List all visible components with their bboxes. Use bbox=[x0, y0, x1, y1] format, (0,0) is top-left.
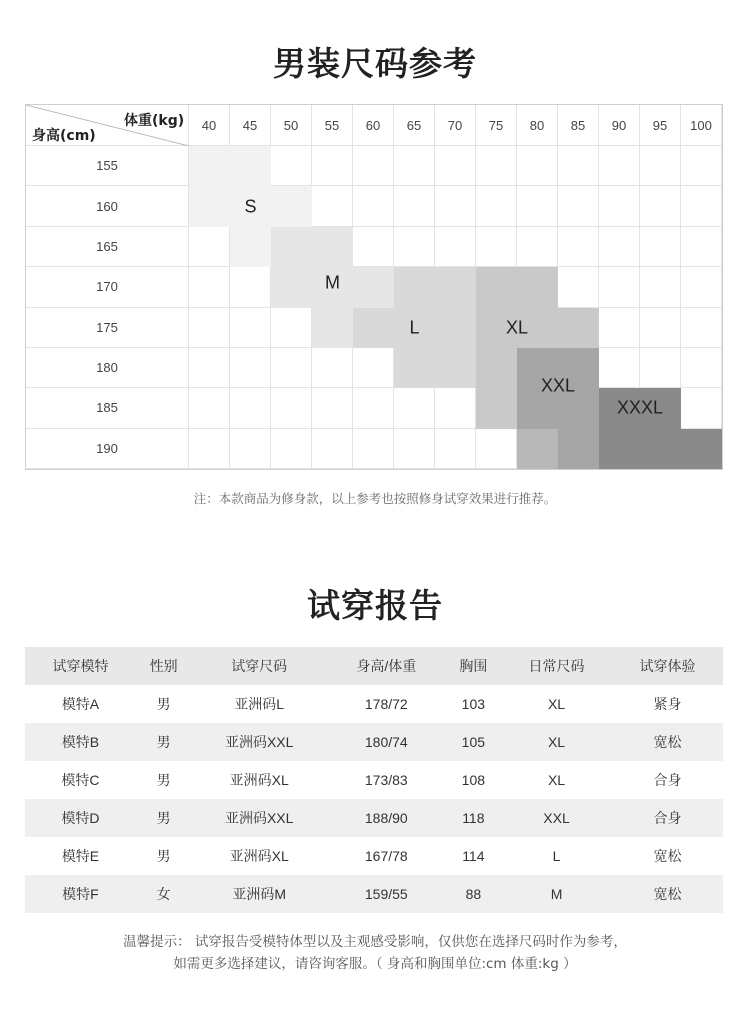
table-row bbox=[25, 799, 723, 837]
size-cell bbox=[681, 308, 722, 348]
table-cell: 180/74 bbox=[364, 734, 408, 750]
size-cell bbox=[271, 146, 312, 186]
weight-header-cell: 85 bbox=[558, 105, 599, 146]
size-cell bbox=[312, 429, 353, 469]
weight-header-cell: 55 bbox=[312, 105, 353, 146]
size-cell bbox=[681, 388, 722, 428]
table-cell: 173/83 bbox=[364, 772, 408, 788]
size-cell bbox=[558, 227, 599, 267]
size-cell bbox=[230, 146, 271, 186]
size-cell bbox=[640, 227, 681, 267]
report-title: 试穿报告 bbox=[307, 586, 443, 625]
report-footnote-line2: 如需更多选择建议，请咨询客服。（ 身高和胸围单位:cm 体重:kg ） bbox=[173, 956, 577, 972]
size-cell bbox=[189, 186, 230, 226]
size-cell bbox=[681, 429, 722, 469]
size-cell bbox=[189, 429, 230, 469]
size-cell bbox=[476, 227, 517, 267]
size-cell bbox=[394, 267, 435, 307]
size-chart-title: 男装尺码参考 bbox=[273, 44, 477, 83]
size-cell bbox=[640, 308, 681, 348]
size-cell bbox=[558, 308, 599, 348]
size-cell bbox=[681, 348, 722, 388]
table-cell: 模特E bbox=[61, 848, 100, 864]
size-cell bbox=[394, 429, 435, 469]
table-cell: 167/78 bbox=[364, 848, 408, 864]
table-cell: 188/90 bbox=[364, 810, 408, 826]
size-cell bbox=[435, 267, 476, 307]
weight-header-cell: 90 bbox=[599, 105, 640, 146]
size-chart-note: 注：本款商品为修身款，以上参考也按照修身试穿效果进行推荐。 bbox=[193, 491, 557, 506]
size-cell bbox=[435, 388, 476, 428]
size-cell bbox=[435, 146, 476, 186]
size-cell bbox=[189, 146, 230, 186]
table-row bbox=[25, 875, 723, 913]
size-cell bbox=[353, 186, 394, 226]
size-cell bbox=[435, 429, 476, 469]
size-cell bbox=[353, 146, 394, 186]
size-cell bbox=[640, 146, 681, 186]
table-cell: 男 bbox=[156, 810, 171, 826]
table-row bbox=[25, 723, 723, 761]
size-cell bbox=[312, 308, 353, 348]
table-cell: XL bbox=[547, 772, 566, 788]
size-cell bbox=[476, 388, 517, 428]
size-cell bbox=[517, 146, 558, 186]
table-cell: 男 bbox=[156, 772, 171, 788]
size-cell bbox=[271, 388, 312, 428]
report-footnote bbox=[0, 931, 750, 975]
size-cell bbox=[230, 227, 271, 267]
table-cell: 男 bbox=[156, 734, 171, 750]
weight-header-cell: 40 bbox=[189, 105, 230, 146]
size-zone-label: L bbox=[409, 317, 420, 338]
weight-header-cell: 80 bbox=[517, 105, 558, 146]
size-zone-label: XXXL bbox=[616, 397, 664, 418]
weight-header-cell: 100 bbox=[681, 105, 722, 146]
size-cell bbox=[435, 186, 476, 226]
table-cell: 亚洲码L bbox=[234, 696, 285, 712]
size-cell bbox=[189, 227, 230, 267]
size-cell bbox=[681, 146, 722, 186]
table-cell: 男 bbox=[156, 696, 171, 712]
table-cell: L bbox=[552, 848, 561, 864]
table-cell: 103 bbox=[461, 696, 486, 712]
report-header-cell: 试穿体验 bbox=[639, 658, 696, 674]
table-cell: 宽松 bbox=[653, 848, 682, 864]
report-header-cell: 试穿模特 bbox=[52, 658, 109, 674]
height-header-cell: 160 bbox=[26, 186, 189, 226]
size-cell bbox=[394, 227, 435, 267]
size-cell bbox=[271, 429, 312, 469]
weight-header-cell: 75 bbox=[476, 105, 517, 146]
table-cell: 模特B bbox=[61, 734, 100, 750]
size-cell bbox=[353, 348, 394, 388]
table-cell: 108 bbox=[461, 772, 486, 788]
size-cell bbox=[599, 146, 640, 186]
size-cell bbox=[230, 388, 271, 428]
report-header-cell: 性别 bbox=[149, 658, 178, 674]
size-zone-label: XL bbox=[505, 317, 529, 338]
height-axis-label: 身高(cm) bbox=[32, 128, 96, 144]
table-cell: 118 bbox=[462, 810, 485, 826]
size-cell bbox=[599, 429, 640, 469]
size-cell bbox=[476, 429, 517, 469]
size-cell bbox=[681, 186, 722, 226]
size-cell bbox=[353, 267, 394, 307]
size-cell bbox=[189, 308, 230, 348]
table-cell: 合身 bbox=[653, 772, 682, 788]
size-zone-label: S bbox=[244, 196, 257, 217]
report-header-cell: 身高/体重 bbox=[356, 658, 417, 674]
size-cell bbox=[640, 267, 681, 307]
table-cell: 亚洲码XXL bbox=[224, 734, 294, 750]
table-cell: 亚洲码XL bbox=[229, 772, 289, 788]
table-cell: 105 bbox=[461, 734, 486, 750]
size-cell bbox=[435, 308, 476, 348]
size-cell bbox=[271, 267, 312, 307]
size-cell bbox=[435, 227, 476, 267]
weight-header-cell: 65 bbox=[394, 105, 435, 146]
size-cell bbox=[353, 429, 394, 469]
report-header-cell: 试穿尺码 bbox=[231, 658, 288, 674]
table-cell: 紧身 bbox=[653, 696, 682, 712]
size-cell bbox=[271, 186, 312, 226]
table-cell: 男 bbox=[156, 848, 171, 864]
size-cell bbox=[230, 267, 271, 307]
size-cell bbox=[640, 429, 681, 469]
size-zone-label: XXL bbox=[540, 375, 576, 396]
report-header-cell: 日常尺码 bbox=[528, 658, 585, 674]
size-cell bbox=[312, 146, 353, 186]
size-cell bbox=[517, 186, 558, 226]
table-cell: XXL bbox=[543, 810, 570, 826]
size-cell bbox=[271, 227, 312, 267]
size-cell bbox=[640, 186, 681, 226]
size-cell bbox=[599, 308, 640, 348]
size-cell bbox=[517, 267, 558, 307]
size-cell bbox=[558, 146, 599, 186]
weight-axis-label: 体重(kg) bbox=[124, 113, 185, 129]
size-cell bbox=[640, 348, 681, 388]
size-cell bbox=[312, 388, 353, 428]
size-cell bbox=[271, 348, 312, 388]
size-cell bbox=[435, 348, 476, 388]
size-cell bbox=[476, 267, 517, 307]
table-cell: 模特D bbox=[61, 810, 100, 826]
table-cell: 模特F bbox=[62, 886, 99, 902]
size-cell bbox=[558, 186, 599, 226]
size-cell bbox=[599, 227, 640, 267]
table-cell: 女 bbox=[156, 886, 171, 902]
table-row bbox=[25, 837, 723, 875]
weight-header-cell: 50 bbox=[271, 105, 312, 146]
table-cell: 178/72 bbox=[364, 696, 408, 712]
size-cell bbox=[312, 348, 353, 388]
size-cell bbox=[312, 227, 353, 267]
size-cell bbox=[681, 227, 722, 267]
size-cell bbox=[558, 267, 599, 307]
table-row bbox=[25, 761, 723, 799]
table-row bbox=[25, 685, 723, 723]
height-header-cell: 165 bbox=[26, 227, 189, 267]
size-chart-grid bbox=[25, 104, 723, 470]
table-cell: M bbox=[550, 886, 563, 902]
size-cell bbox=[189, 267, 230, 307]
report-header-row bbox=[25, 647, 723, 685]
size-cell bbox=[189, 388, 230, 428]
size-cell bbox=[517, 227, 558, 267]
height-header-cell: 170 bbox=[26, 267, 189, 307]
height-header-cell: 155 bbox=[26, 146, 189, 186]
table-cell: 宽松 bbox=[653, 734, 682, 750]
height-header-cell: 185 bbox=[26, 388, 189, 428]
report-header-cell: 胸围 bbox=[459, 658, 488, 674]
size-cell bbox=[353, 308, 394, 348]
size-cell bbox=[353, 388, 394, 428]
size-cell bbox=[476, 186, 517, 226]
table-cell: 宽松 bbox=[653, 886, 682, 902]
table-cell: 159/55 bbox=[364, 886, 408, 902]
table-cell: XL bbox=[547, 734, 566, 750]
size-cell bbox=[394, 388, 435, 428]
size-cell bbox=[476, 348, 517, 388]
report-table bbox=[25, 647, 723, 913]
size-cell bbox=[394, 348, 435, 388]
report-footnote-line1: 温馨提示： 试穿报告受模特体型以及主观感受影响，仅供您在选择尺码时作为参考， bbox=[123, 934, 627, 950]
size-cell bbox=[517, 429, 558, 469]
height-header-cell: 180 bbox=[26, 348, 189, 388]
table-cell: 亚洲码M bbox=[232, 886, 287, 902]
size-cell bbox=[189, 348, 230, 388]
size-cell bbox=[681, 267, 722, 307]
size-cell bbox=[353, 227, 394, 267]
size-cell bbox=[599, 348, 640, 388]
size-cell bbox=[230, 308, 271, 348]
weight-header-cell: 45 bbox=[230, 105, 271, 146]
table-cell: XL bbox=[547, 696, 566, 712]
table-cell: 合身 bbox=[653, 810, 682, 826]
size-cell bbox=[230, 429, 271, 469]
height-header-cell: 190 bbox=[26, 429, 189, 469]
size-zone-label: M bbox=[325, 272, 340, 293]
size-cell bbox=[599, 267, 640, 307]
size-cell bbox=[271, 308, 312, 348]
size-cell bbox=[599, 186, 640, 226]
table-cell: 模特A bbox=[61, 696, 100, 712]
height-header-cell: 175 bbox=[26, 308, 189, 348]
size-cell bbox=[394, 146, 435, 186]
weight-header-cell: 95 bbox=[640, 105, 681, 146]
size-cell bbox=[312, 186, 353, 226]
table-cell: 模特C bbox=[61, 772, 100, 788]
weight-header-cell: 60 bbox=[353, 105, 394, 146]
size-cell bbox=[230, 348, 271, 388]
weight-header-cell: 70 bbox=[435, 105, 476, 146]
table-cell: 亚洲码XL bbox=[229, 848, 289, 864]
size-cell bbox=[476, 146, 517, 186]
size-cell bbox=[394, 186, 435, 226]
table-cell: 亚洲码XXL bbox=[224, 810, 294, 826]
table-cell: 88 bbox=[465, 886, 482, 902]
size-cell bbox=[558, 429, 599, 469]
table-cell: 114 bbox=[462, 848, 485, 864]
